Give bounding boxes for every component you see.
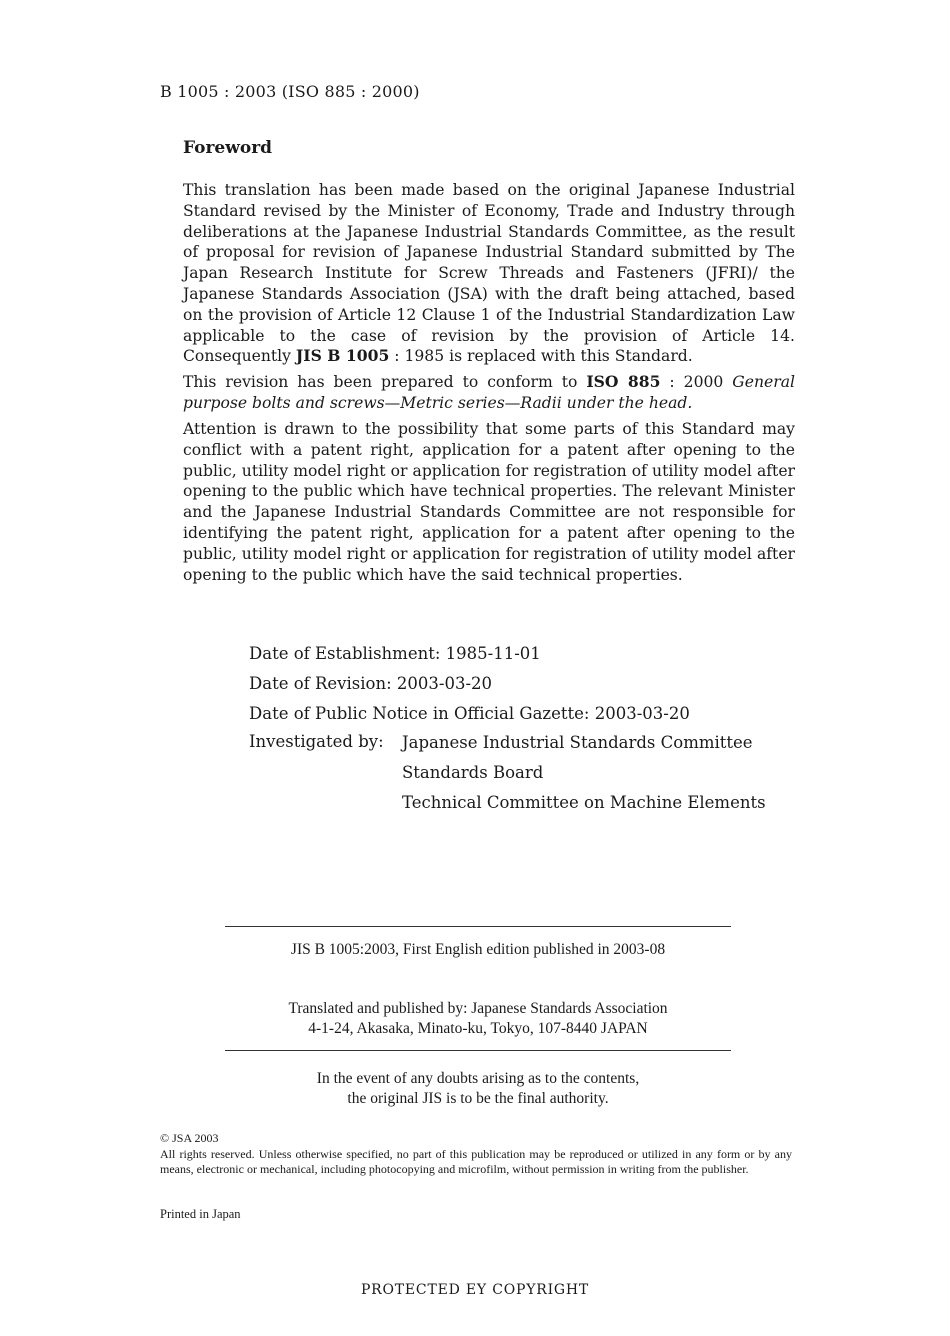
edition-line: JIS B 1005:2003, First English edition published in 2003-08 — [290, 941, 666, 958]
copyright-text: All rights reserved. Unless otherwise specified, no part of this publication may be reproduced or utilized in any form or by any means, electronic or mechanical, including photocopying and microfilm, without permission in writing from the publisher. — [160, 1146, 792, 1176]
publisher-line-1: Translated and published by: Japanese Standards Association — [288, 1000, 668, 1017]
p2-bold: ISO 885 — [586, 372, 661, 391]
copyright-line: © JSA 2003 — [160, 1131, 219, 1145]
investigator-3: Technical Committee on Machine Elements — [402, 792, 766, 812]
foreword-title: Foreword — [183, 138, 273, 158]
investigated-by — [249, 732, 766, 821]
foreword-paragraph-1 — [183, 180, 795, 367]
p1-text-end: : 1985 is replaced with this Standard. — [389, 347, 693, 366]
dates-block — [249, 643, 766, 822]
investigated-label: Investigated by: — [249, 732, 384, 752]
investigated-list — [402, 732, 766, 821]
document-header: B 1005 : 2003 (ISO 885 : 2000) — [160, 82, 420, 101]
printed-in: Printed in Japan — [160, 1207, 241, 1221]
p3-text: Attention is drawn to the possibility that some parts of this Standard may conflict with a patent right, application for a patent after opening to the public, utility model right or application for registration of utility model after opening to the public which have technical properties. The relevant Minister and the Japanese Industrial Standards Committee are not responsible for identifying the patent right, application for a patent after opening to the public, utility model right or application for registration of utility model after opening to the public which have the said technical properties. — [183, 420, 795, 584]
date-revision: Date of Revision: 2003-03-20 — [249, 673, 493, 693]
divider-bottom — [225, 1050, 731, 1051]
p2-text-mid: : 2000 — [660, 373, 733, 391]
doubts-line-2: the original JIS is to be the final authority. — [347, 1090, 609, 1107]
p1-text: This translation has been made based on the original Japanese Industrial Standard revised by the Minister of Economy, Trade and Industry through deliberations at the Japanese Industrial Standards Committee, as the result of proposal for revision of Japanese Industrial Standard submitted by The Japan Research Institute for Screw Threads and Fasteners (JFRI)/ the Japanese Standards Association (JSA) with the draft being attached, based on the provision of Article 12 Clause 1 of the Industrial Standardization Law applicable to the case of revision by the provision of Article 14. Consequently — [183, 181, 795, 366]
p2-text: This revision has been prepared to conform to — [183, 373, 587, 391]
investigator-1: Japanese Industrial Standards Committee — [402, 733, 753, 753]
doubts-line-1: In the event of any doubts arising as to the contents, — [316, 1070, 640, 1087]
investigator-2: Standards Board — [402, 763, 544, 783]
publisher-address: 4-1-24, Akasaka, Minato-ku, Tokyo, 107-8440 JAPAN — [308, 1020, 648, 1037]
doubts-notice — [200, 1069, 756, 1109]
foreword-paragraph-3 — [183, 419, 795, 585]
date-establishment: Date of Establishment: 1985-11-01 — [249, 644, 541, 663]
copyright-block — [160, 1131, 792, 1178]
publisher-block — [200, 999, 756, 1039]
divider-top — [225, 926, 731, 927]
date-gazette: Date of Public Notice in Official Gazette: 2003-03-20 — [249, 703, 690, 723]
protected-by-copyright: PROTECTED ЕY COPYRIGHT — [360, 1282, 590, 1298]
p1-bold: JIS B 1005 — [295, 346, 390, 366]
foreword-paragraph-2 — [183, 372, 795, 414]
p2-italic-title: General purpose bolts and screws—Metric series—Radii under the head. — [183, 373, 795, 412]
